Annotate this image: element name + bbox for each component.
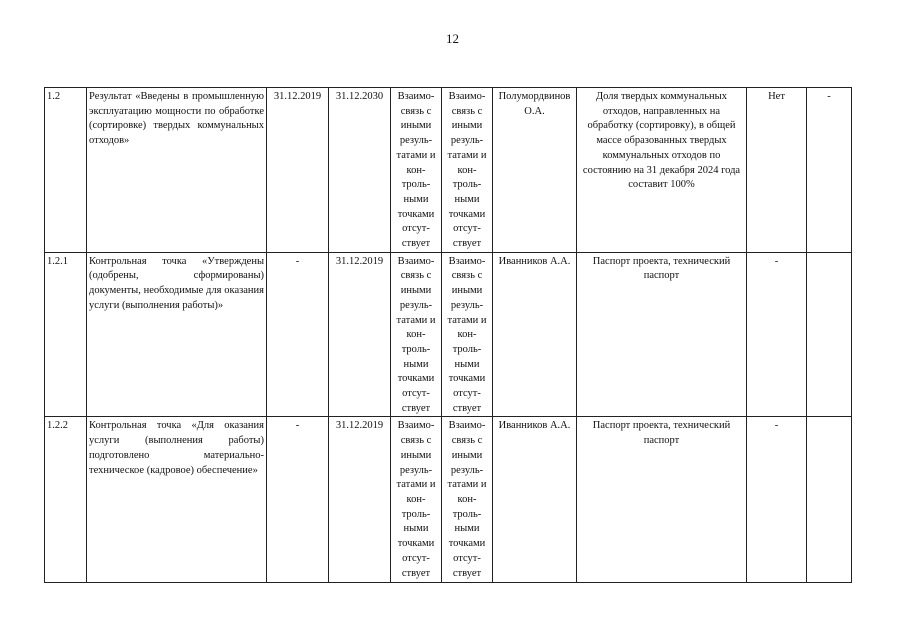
- responsible-person: Иванников А.А.: [493, 252, 577, 417]
- responsible-person: Иванников А.А.: [493, 417, 577, 583]
- start-date: 31.12.2019: [267, 88, 329, 253]
- result-name: Контрольная точка «Утверждены (одобрены, сформированы) документы, необходимые для оказания услуги (выполнения работы)»: [87, 252, 267, 417]
- link-previous: Взаимо- связь с иными резуль- татами и кон- троль- ными точками отсут- ствует: [391, 417, 442, 583]
- end-date: 31.12.2030: [329, 88, 391, 253]
- end-date: 31.12.2019: [329, 252, 391, 417]
- result-description: Паспорт проекта, технический паспорт: [577, 252, 747, 417]
- row-number: 1.2.1: [45, 252, 87, 417]
- extra-mark: [807, 252, 852, 417]
- status-mark: -: [747, 417, 807, 583]
- result-name: Результат «Введены в промышленную эксплуатацию мощности по обработке (сортировке) твердых коммунальных отходов»: [87, 88, 267, 253]
- result-name: Контрольная точка «Для оказания услуги (выполнения работы) подготовлено материально-техническое (кадровое) обеспечение»: [87, 417, 267, 583]
- page-number: 12: [446, 31, 459, 46]
- extra-mark: -: [807, 88, 852, 253]
- link-previous: Взаимо- связь с иными резуль- татами и кон- троль- ными точками отсут- ствует: [391, 252, 442, 417]
- table-row: [45, 252, 852, 417]
- link-previous: Взаимо- связь с иными резуль- татами и кон- троль- ными точками отсут- ствует: [391, 88, 442, 253]
- row-number: 1.2.2: [45, 417, 87, 583]
- table-row: [45, 417, 852, 583]
- project-plan-table: [44, 87, 852, 583]
- end-date: 31.12.2019: [329, 417, 391, 583]
- start-date: -: [267, 252, 329, 417]
- row-number: 1.2: [45, 88, 87, 253]
- link-next: Взаимо- связь с иными резуль- татами и кон- троль- ными точками отсут- ствует: [442, 88, 493, 253]
- link-next: Взаимо- связь с иными резуль- татами и кон- троль- ными точками отсут- ствует: [442, 252, 493, 417]
- link-next: Взаимо- связь с иными резуль- татами и кон- троль- ными точками отсут- ствует: [442, 417, 493, 583]
- status-mark: Нет: [747, 88, 807, 253]
- status-mark: -: [747, 252, 807, 417]
- responsible-person: Полумордвинов О.А.: [493, 88, 577, 253]
- result-description: Паспорт проекта, технический паспорт: [577, 417, 747, 583]
- extra-mark: [807, 417, 852, 583]
- result-description: Доля твердых коммунальных отходов, направленных на обработку (сортировку), в общей массе образованных твердых коммунальных отходов по состоянию на 31 декабря 2024 года составит 100%: [577, 88, 747, 253]
- start-date: -: [267, 417, 329, 583]
- table-row: [45, 88, 852, 253]
